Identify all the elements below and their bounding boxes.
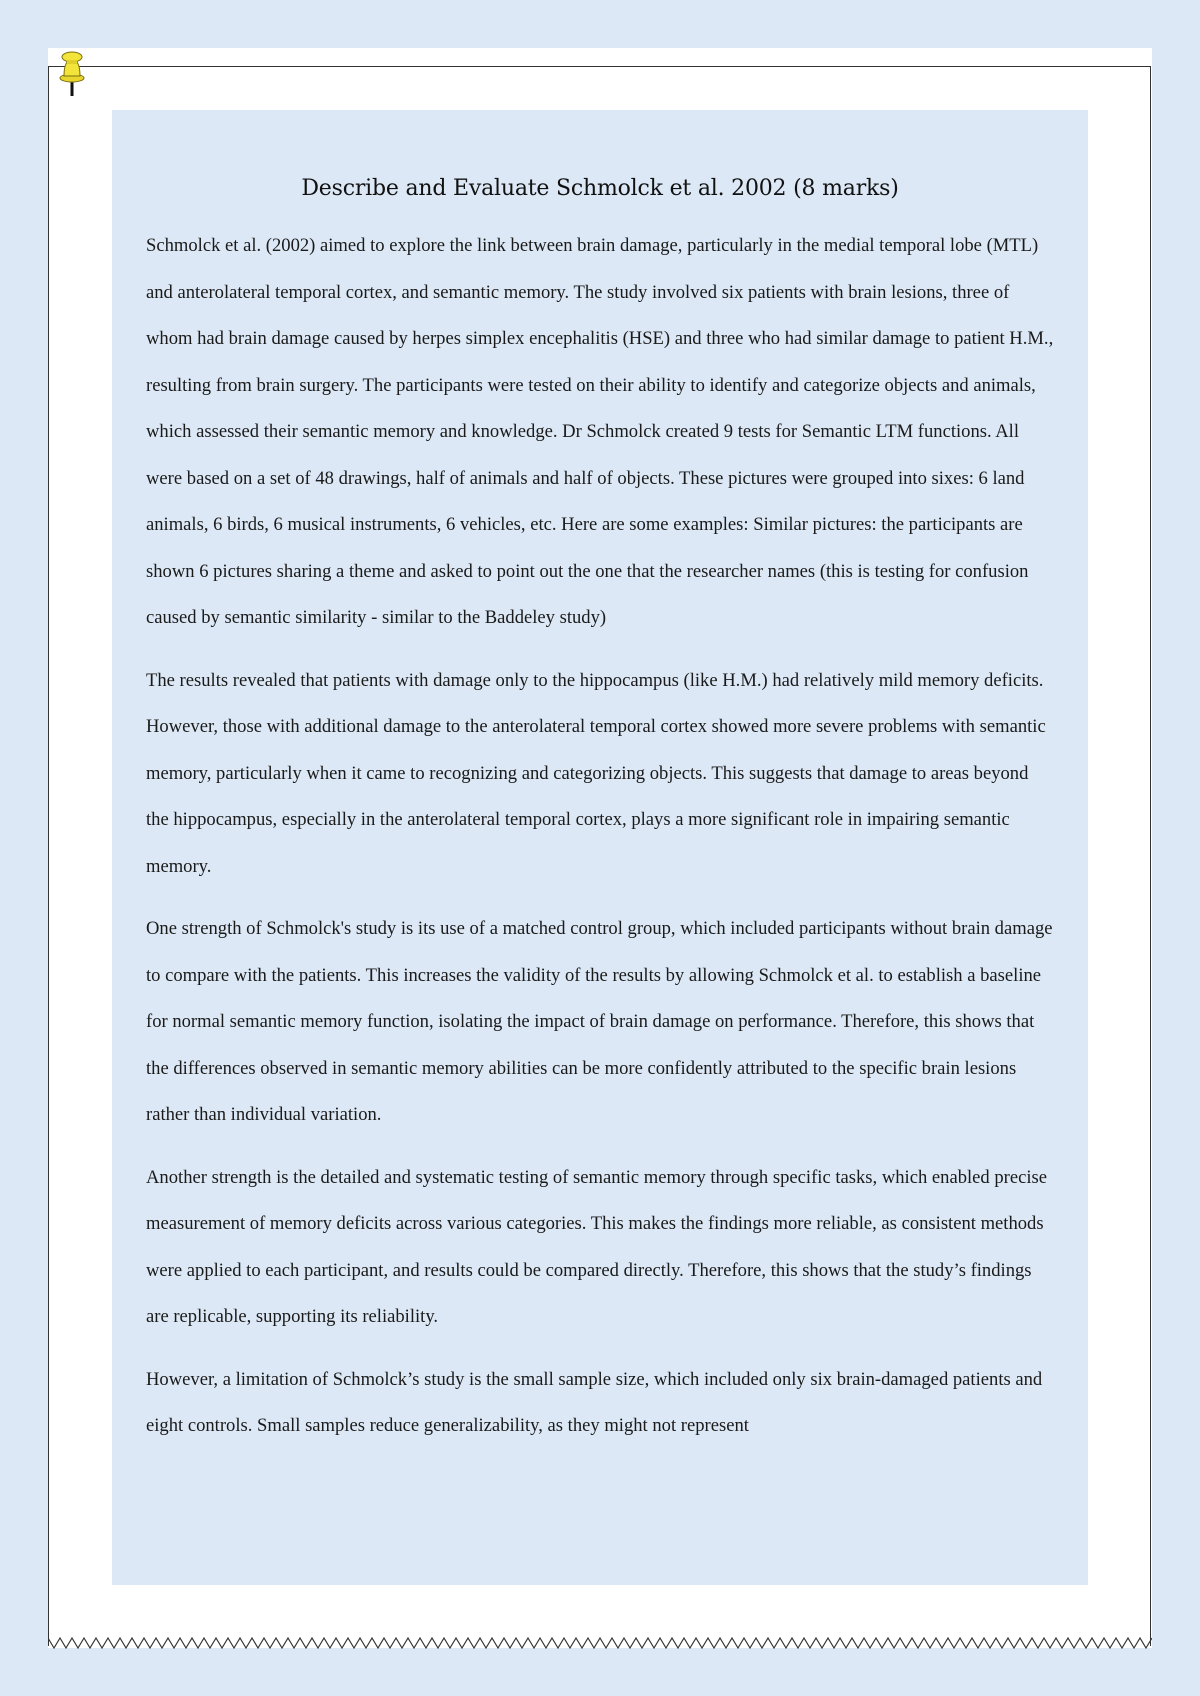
document-title: Describe and Evaluate Schmolck et al. 2002 (8 marks)	[301, 176, 899, 201]
paragraph-aim: Schmolck et al. (2002) aimed to explore the link between brain damage, particularly in the medial temporal lobe (MTL) and anterolateral temporal cortex, and semantic memory. The study involved six patients with brain lesions, three of whom had brain damage caused by herpes simplex encephalitis (HSE) and three who had similar damage to patient H.M., resulting from brain surgery. The participants were tested on their ability to identify and categorize objects and animals, which assessed their semantic memory and knowledge. Dr Schmolck created 9 tests for Semantic LTM functions. All were based on a set of 48 drawings, half of animals and half of objects. These pictures were grouped into sixes: 6 land animals, 6 birds, 6 musical instruments, 6 vehicles, etc. Here are some examples: Similar pictures: the participants are shown 6 pictures sharing a theme and asked to point out the one that the researcher names (this is testing for confusion caused by semantic similarity - similar to the Baddeley study)	[146, 235, 1054, 628]
document-content	[112, 110, 1088, 1585]
paragraph-results: The results revealed that patients with damage only to the hippocampus (like H.M.) had relatively mild memory deficits. However, those with additional damage to the anterolateral temporal cortex showed more severe problems with semantic memory, particularly when it came to recognizing and categorizing objects. This suggests that damage to areas beyond the hippocampus, especially in the anterolateral temporal cortex, plays a more significant role in impairing semantic memory.	[146, 669, 1046, 877]
torn-edge	[48, 1636, 1152, 1650]
paragraph-strength-control-group: One strength of Schmolck's study is its use of a matched control group, which included participants without brain damage to compare with the patients. This increases the validity of the results by allowing Schmolck et al. to establish a baseline for normal semantic memory function, isolating the impact of brain damage on performance. Therefore, this shows that the differences observed in semantic memory abilities can be more confidently attributed to the specific brain lesions rather than individual variation.	[146, 918, 1053, 1125]
paragraph-strength-testing: Another strength is the detailed and systematic testing of semantic memory through specific tasks, which enabled precise measurement of memory deficits across various categories. This makes the findings more reliable, as consistent methods were applied to each participant, and results could be compared directly. Therefore, this shows that the study’s findings are replicable, supporting its reliability.	[146, 1166, 1048, 1327]
pushpin-icon	[54, 48, 90, 98]
paragraph-limitation-sample: However, a limitation of Schmolck’s study is the small sample size, which included only six brain-damaged patients and eight controls. Small samples reduce generalizability, as they might not represent	[146, 1368, 1043, 1436]
